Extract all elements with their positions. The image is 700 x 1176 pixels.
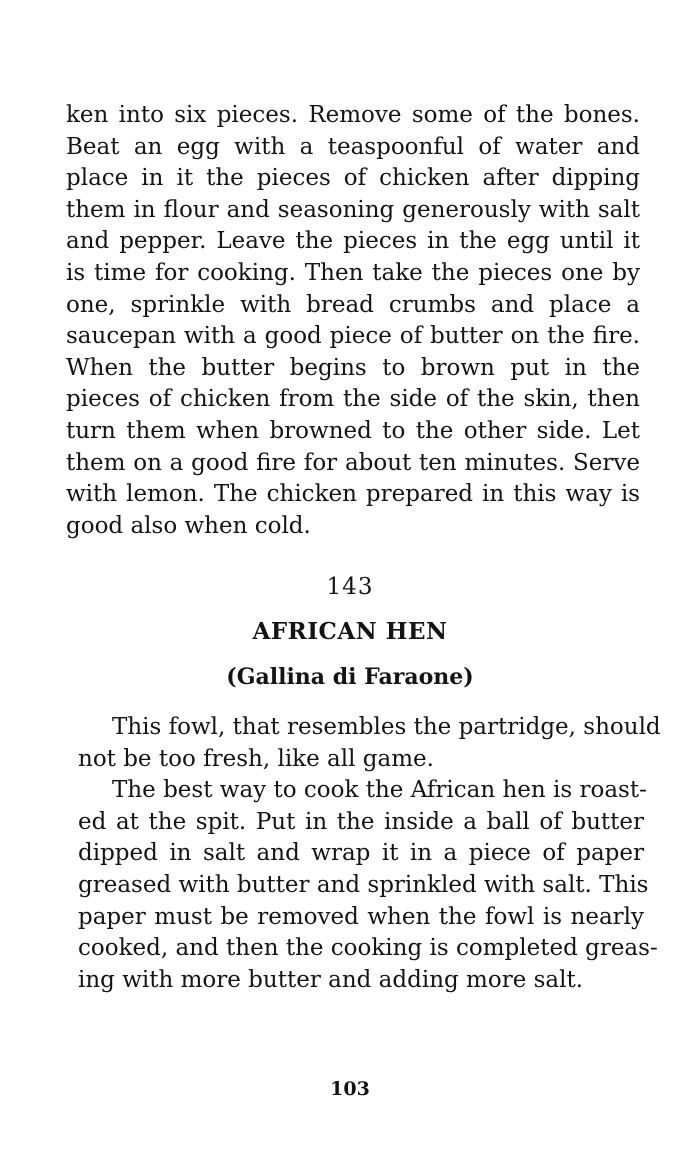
previous-recipe-continuation [66,100,640,542]
text-line: place in it the pieces of chicken after dipping [66,165,640,192]
text-line: not be too fresh, like all game. [78,745,434,772]
text-line: them on a good fire for about ten minutes. Serve [66,449,640,476]
text-line: dipped in salt and wrap it in a piece of paper [78,840,644,867]
recipe-subtitle: (Gallina di Faraone) [226,664,474,690]
text-line: This fowl, that resembles the partridge, should [112,714,661,740]
text-line: ed at the spit. Put in the inside a ball of butter [78,808,644,835]
text-line: cooked, and then the cooking is completed greas- [78,935,658,962]
page-number: 103 [330,1078,370,1100]
text-line: one, sprinkle with bread crumbs and place a [66,291,640,318]
text-line: ing with more butter and adding more salt. [78,966,584,993]
text-line: saucepan with a good piece of butter on the fire. [66,323,640,350]
recipe-title: AFRICAN HEN [252,618,448,645]
text-line: greased with butter and sprinkled with salt. This [78,871,649,898]
text-line: and pepper. Leave the pieces in the egg until it [66,228,640,255]
recipe-body [78,712,661,996]
text-line: is time for cooking. Then take the pieces one by [66,259,640,286]
text-line: Beat an egg with a teaspoonful of water and [66,133,640,160]
recipe-number: 143 [326,574,374,600]
text-line: paper must be removed when the fowl is nearly [78,903,644,930]
text-line: When the butter begins to brown put in the [66,354,640,381]
text-line: them in flour and seasoning generously with salt [66,196,640,223]
text-line: ken into six pieces. Remove some of the bones. [66,102,640,128]
text-line: good also when cold. [66,512,311,539]
text-line: pieces of chicken from the side of the skin, then [66,386,640,413]
text-line: turn them when browned to the other side. Let [66,417,640,444]
text-line: The best way to cook the African hen is roast- [112,777,647,804]
text-line: with lemon. The chicken prepared in this way is [66,481,640,508]
